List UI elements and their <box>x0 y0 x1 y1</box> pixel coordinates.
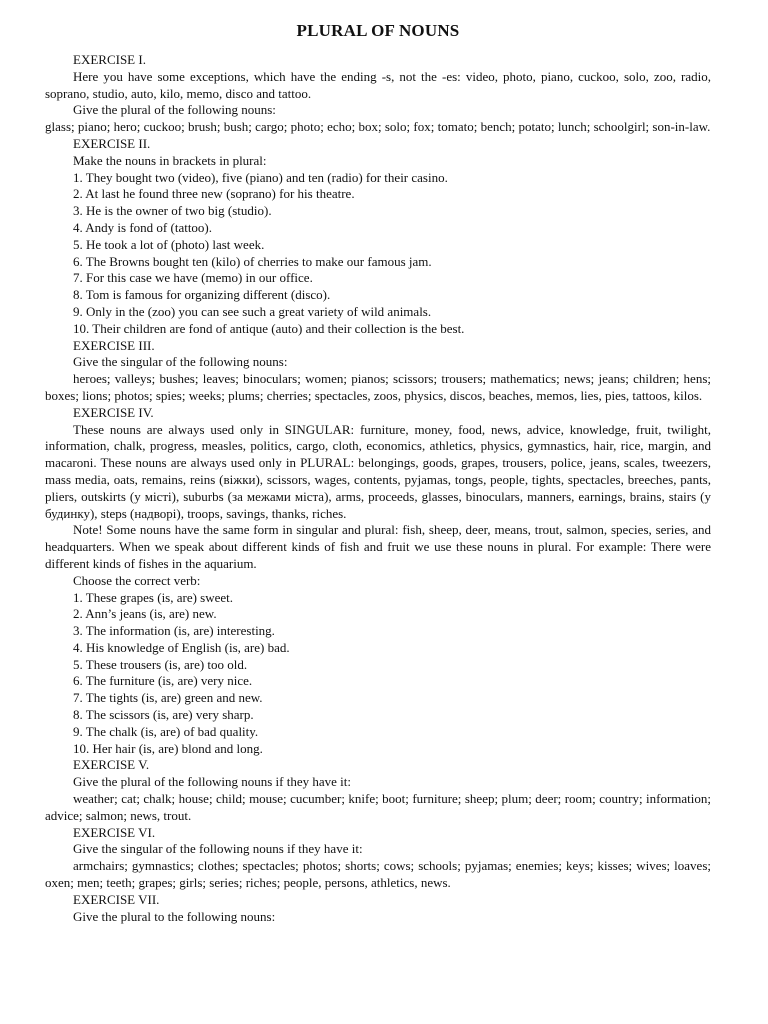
exercise-4-item: 7. The tights (is, are) green and new. <box>73 690 263 706</box>
page-title: PLURAL OF NOUNS <box>296 21 460 40</box>
exercise-4-item: 9. The chalk (is, are) of bad quality. <box>73 723 259 739</box>
exercise-2-item: 6. The Browns bought ten (kilo) of cherries to make our famous jam. <box>73 253 432 269</box>
exercise-4-note: Note! Some nouns have the same form in singular and plural: fish, sheep, deer, means, trout, salmon, species, series, and headquarters. When we speak about different kinds of fish and fruit we use these nouns in plural. For example: There were different kinds of fishes in the aquarium. <box>45 522 711 571</box>
exercise-3-label: EXERCISE III. <box>73 337 155 353</box>
exercise-2-item: 2. At last he found three new (soprano) for his theatre. <box>73 186 355 202</box>
exercise-4-item: 10. Her hair (is, are) blond and long. <box>73 740 263 756</box>
exercise-6-instruction: Give the singular of the following nouns if they have it: <box>73 841 363 857</box>
exercise-2-item: 1. They bought two (video), five (piano) and ten (radio) for their casino. <box>73 169 448 185</box>
exercise-2-label: EXERCISE II. <box>73 135 151 151</box>
exercise-6-label: EXERCISE VI. <box>73 824 156 840</box>
exercise-2-item: 9. Only in the (zoo) you can see such a great variety of wild animals. <box>73 303 432 319</box>
exercise-4-item: 2. Ann’s jeans (is, are) new. <box>73 606 217 622</box>
exercise-7-instruction: Give the plural to the following nouns: <box>73 908 276 924</box>
exercise-4-rules: These nouns are always used only in SINGULAR: furniture, money, food, news, advice, knowledge, fruit, twilight, information, chalk, progress, measles, politics, cargo, cloth, economics, athletics, physics, gymnastics, hair, rice, margin, and macaroni. These nouns are always used only in PLURAL: belongings, goods, grapes, trousers, police, jeans, scales, tweezers, mass media, oats, remains, reins (віжки), scissors, wages, contents, pyjamas, tongs, people, tights, spectacles, breeches, pants, pliers, outskirts (у місті), suburbs (за межами міста), arms, proceeds, glasses, binoculars, manners, earnings, brains, stairs (у будинку), steps (надворі), troops, savings, thanks, riches. <box>45 421 711 521</box>
exercise-1-word-list: glass; piano; hero; cuckoo; brush; bush; cargo; photo; echo; box; solo; fox; tomato; bench; potato; lunch; schoolgirl; son-in-law. <box>45 119 711 135</box>
exercise-2-item: 3. He is the owner of two big (studio). <box>73 203 272 219</box>
exercise-3-instruction: Give the singular of the following nouns: <box>73 354 288 370</box>
exercise-5-label: EXERCISE V. <box>73 757 150 773</box>
exercise-4-item: 8. The scissors (is, are) very sharp. <box>73 707 254 723</box>
exercise-2-item: 10. Their children are fond of antique (auto) and their collection is the best. <box>73 320 465 336</box>
exercise-2-item: 4. Andy is fond of (tattoo). <box>73 219 213 235</box>
exercise-2-item: 7. For this case we have (memo) in our office. <box>73 270 313 286</box>
exercise-4-item: 1. These grapes (is, are) sweet. <box>73 589 234 605</box>
exercise-6-word-list: armchairs; gymnastics; clothes; spectacles; photos; shorts; cows; schools; pyjamas; enemies; keys; kisses; wives; loaves; oxen; men; teeth; grapes; girls; series; riches; people, persons, athletics, news. <box>45 858 711 891</box>
exercise-1-instruction: Give the plural of the following nouns: <box>73 102 276 118</box>
exercise-2-item: 8. Tom is famous for organizing different (disco). <box>73 287 331 303</box>
exercise-4-item: 6. The furniture (is, are) very nice. <box>73 673 253 689</box>
exercise-2-item: 5. He took a lot of (photo) last week. <box>73 236 265 252</box>
exercise-4-item: 5. These trousers (is, are) too old. <box>73 656 248 672</box>
exercise-4-instruction: Choose the correct verb: <box>73 572 201 588</box>
exercise-3-word-list: heroes; valleys; bushes; leaves; binoculars; women; pianos; scissors; trousers; mathematics; news; jeans; children; hens; boxes; lions; photos; spies; weeks; plums; cherries; spectacles, zoos, physics, discos, beaches, memos, lies, pies, tattoos, kilos. <box>45 371 711 403</box>
exercise-7-label: EXERCISE VII. <box>73 891 160 907</box>
exercise-4-item: 3. The information (is, are) interesting. <box>73 623 275 639</box>
exercise-4-label: EXERCISE IV. <box>73 404 154 420</box>
exercise-5-instruction: Give the plural of the following nouns if they have it: <box>73 774 351 790</box>
document-page <box>45 20 711 925</box>
exercise-1-label: EXERCISE I. <box>73 52 146 67</box>
exercise-1-intro: Here you have some exceptions, which have the ending -s, not the -es: video, photo, piano, cuckoo, solo, zoo, radio, soprano, studio, auto, kilo, memo, disco and tattoo. <box>45 68 711 101</box>
exercise-2-instruction: Make the nouns in brackets in plural: <box>73 152 267 168</box>
exercise-5-word-list: weather; cat; chalk; house; child; mouse; cucumber; knife; boot; furniture; sheep; plum; deer; room; country; information; advice; salmon; news, trout. <box>45 791 711 823</box>
exercise-4-item: 4. His knowledge of English (is, are) bad. <box>73 639 290 655</box>
